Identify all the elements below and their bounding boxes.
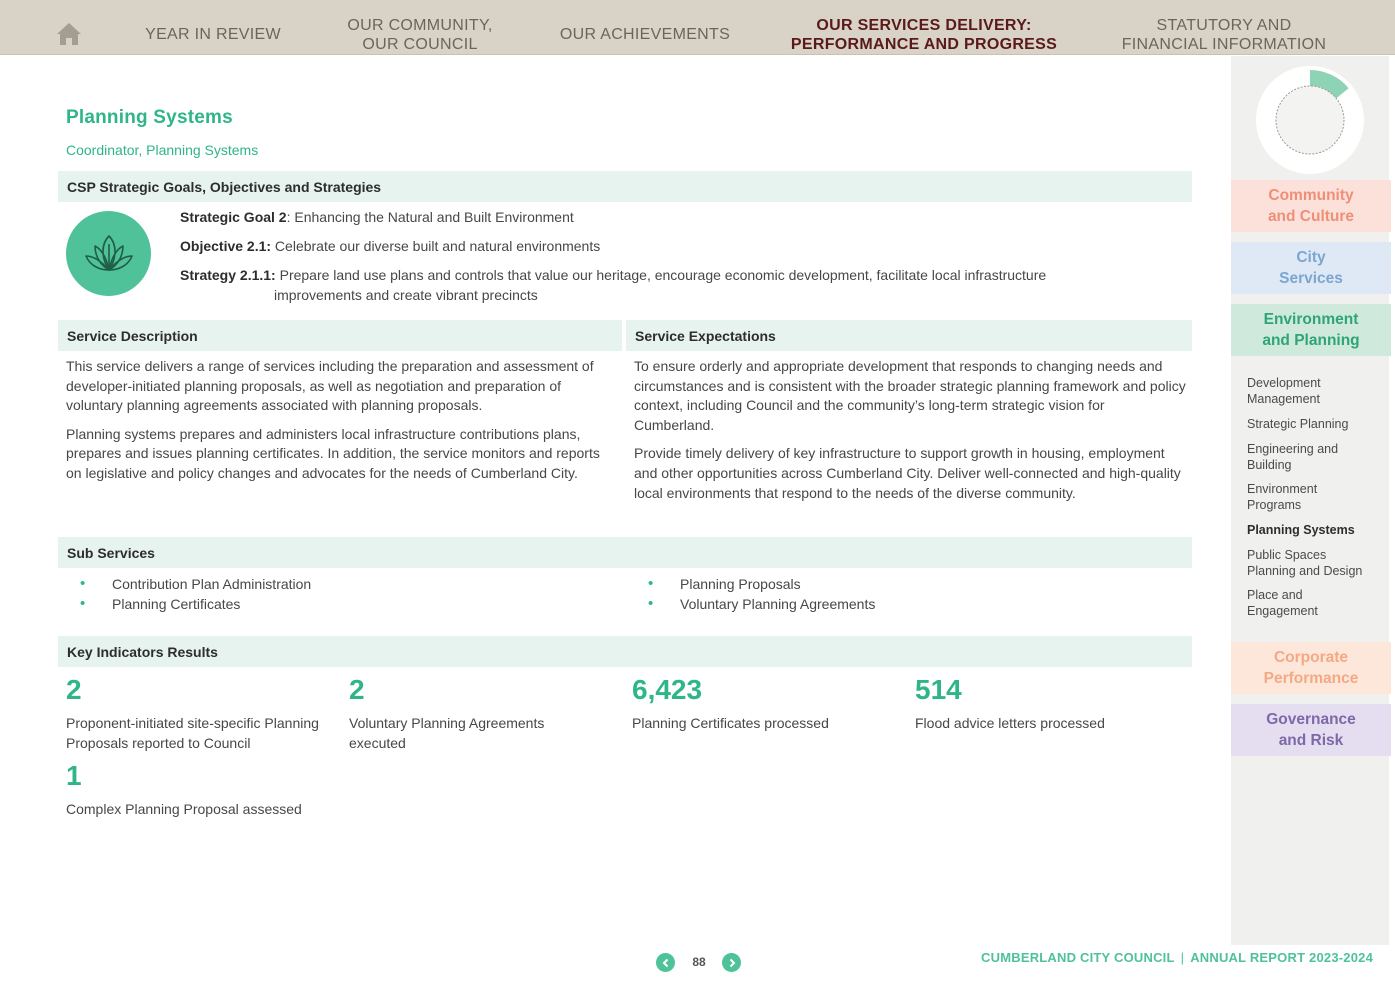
nav-statutory-financial[interactable] bbox=[1100, 0, 1348, 55]
kpi-label: Proponent-initiated site-specific Planning Proposals reported to Council bbox=[66, 715, 319, 751]
sub-services-list-left bbox=[66, 574, 311, 614]
footer-separator: | bbox=[1180, 950, 1185, 965]
nav-our-services-delivery[interactable] bbox=[770, 0, 1078, 55]
service-expectations bbox=[634, 357, 1186, 512]
sidebar-tab-environment-planning[interactable]: Environment and Planning bbox=[1231, 304, 1391, 356]
objective-key: Objective 2.1: bbox=[180, 238, 272, 254]
home-icon[interactable] bbox=[56, 22, 82, 46]
service-expectations-heading: Service Expectations bbox=[626, 320, 1192, 351]
kpi-label: Voluntary Planning Agreements executed bbox=[349, 715, 545, 751]
strategy-continued: improvements and create vibrant precincts bbox=[274, 287, 538, 303]
kpi-value: 2 bbox=[349, 674, 365, 705]
chevron-left-icon[interactable] bbox=[656, 953, 675, 972]
service-expectations-paragraph: To ensure orderly and appropriate development that responds to changing needs and circumstances and is consistent with the broader strategic planning framework and policy context, including Council and the community’s long-term strategic vision for Cumberland. bbox=[634, 358, 1186, 433]
list-item: • Contribution Plan Administration bbox=[66, 574, 311, 594]
footer-org: CUMBERLAND CITY COUNCIL bbox=[981, 950, 1175, 965]
page-title: Planning Systems bbox=[66, 107, 233, 128]
nav-our-achievements[interactable] bbox=[545, 0, 745, 55]
strategy bbox=[180, 266, 1180, 286]
kpi-item bbox=[66, 760, 336, 820]
footer-credit bbox=[981, 950, 1373, 965]
objective bbox=[180, 237, 600, 257]
strategic-goal bbox=[180, 208, 574, 228]
kpi-value: 2 bbox=[66, 674, 82, 705]
kpi-value: 514 bbox=[915, 674, 962, 705]
kpi-value: 6,423 bbox=[632, 674, 703, 705]
strategy-key: Strategy 2.1.1: bbox=[180, 267, 276, 283]
service-description-heading: Service Description bbox=[58, 320, 622, 351]
strategic-goal-text: : Enhancing the Natural and Built Environment bbox=[286, 209, 574, 225]
csp-heading: CSP Strategic Goals, Objectives and Strategies bbox=[58, 171, 1192, 202]
sidebar-item-planning-systems[interactable]: Planning Systems bbox=[1247, 523, 1355, 537]
sidebar-tab-community-culture[interactable]: Community and Culture bbox=[1231, 180, 1391, 232]
service-description bbox=[66, 357, 614, 493]
footer-report: ANNUAL REPORT 2023-2024 bbox=[1190, 950, 1373, 965]
sidebar-tab-corporate-performance[interactable]: Corporate Performance bbox=[1231, 642, 1391, 694]
objective-text: Celebrate our diverse built and natural environments bbox=[271, 238, 601, 254]
sidebar-item-place-engagement[interactable]: Place and Engagement bbox=[1247, 588, 1318, 618]
sub-services-heading: Sub Services bbox=[58, 537, 1192, 568]
sidebar-tab-city-services[interactable]: City Services bbox=[1231, 242, 1391, 294]
service-description-paragraph: Planning systems prepares and administers local infrastructure contributions plans, prepares and issues planning certificates. In addition, the service monitors and reports on legislative and policy changes and advocates for the needs of Cumberland City. bbox=[66, 425, 600, 481]
kpi-value: 1 bbox=[66, 760, 82, 791]
nav-label: OUR COMMUNITY, OUR COUNCIL bbox=[347, 16, 493, 53]
kpi-label: Planning Certificates processed bbox=[632, 715, 829, 731]
page-number: 88 bbox=[692, 955, 706, 969]
page-subtitle: Coordinator, Planning Systems bbox=[66, 142, 259, 158]
service-description-paragraph: This service delivers a range of services including the preparation and assessment of developer-initiated planning proposals, as well as negotiation and preparation of voluntary planning agreements associated with planning proposals. bbox=[66, 358, 594, 414]
kpi-label: Complex Planning Proposal assessed bbox=[66, 801, 302, 817]
progress-donut bbox=[1256, 66, 1364, 174]
sub-services-list-right bbox=[634, 574, 875, 614]
kpi-item bbox=[349, 674, 589, 753]
kpi-item bbox=[632, 674, 902, 734]
list-item: • Planning Certificates bbox=[66, 594, 311, 614]
nav-label: OUR ACHIEVEMENTS bbox=[559, 26, 731, 43]
nav-label: YEAR IN REVIEW bbox=[145, 26, 281, 43]
list-item: • Planning Proposals bbox=[634, 574, 875, 594]
nav-label: STATUTORY AND FINANCIAL INFORMATION bbox=[1121, 16, 1327, 53]
strategy-text: Prepare land use plans and controls that value our heritage, encourage economic development, facilitate local infrastructure bbox=[275, 267, 1047, 283]
kpi-item bbox=[915, 674, 1185, 734]
sidebar-tab-governance-risk[interactable]: Governance and Risk bbox=[1231, 704, 1391, 756]
sidebar-item-engineering-building[interactable]: Engineering and Building bbox=[1247, 442, 1339, 472]
top-navigation bbox=[0, 0, 1395, 55]
nav-label: OUR SERVICES DELIVERY: PERFORMANCE AND PROGRESS bbox=[790, 16, 1058, 53]
service-expectations-paragraph: Provide timely delivery of key infrastructure to support growth in housing, employment and other opportunities across Cumberland City. Deliver well-connected and high-quality local environments that respond to the needs of the diverse community. bbox=[634, 445, 1181, 501]
kpi-item bbox=[66, 674, 336, 753]
chevron-right-icon[interactable] bbox=[722, 953, 741, 972]
nav-our-community[interactable] bbox=[320, 0, 520, 55]
strategic-goal-key: Strategic Goal 2 bbox=[180, 209, 287, 225]
list-item: • Voluntary Planning Agreements bbox=[634, 594, 875, 614]
sidebar-item-strategic-planning[interactable]: Strategic Planning bbox=[1247, 417, 1349, 431]
lotus-icon bbox=[66, 211, 151, 296]
sidebar-item-environment-programs[interactable]: Environment Programs bbox=[1247, 482, 1318, 512]
nav-year-in-review[interactable] bbox=[128, 0, 298, 55]
sidebar-item-public-spaces[interactable]: Public Spaces Planning and Design bbox=[1247, 548, 1363, 578]
kpi-label: Flood advice letters processed bbox=[915, 715, 1105, 731]
sidebar-item-development-management[interactable]: Development Management bbox=[1247, 376, 1321, 406]
key-indicators-heading: Key Indicators Results bbox=[58, 636, 1192, 667]
